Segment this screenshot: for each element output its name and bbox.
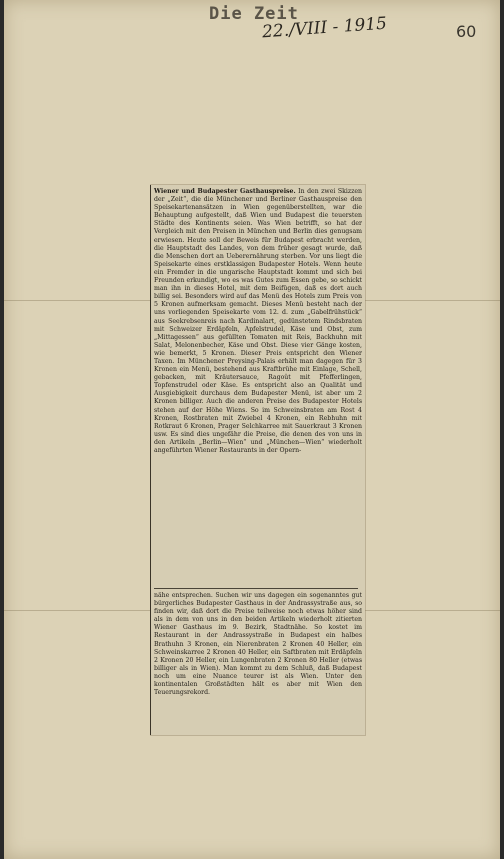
newspaper-clipping — [151, 185, 365, 735]
article-paragraph-2: nähe entsprechen. Suchen wir uns dagegen ein sogenanntes gut bürgerliches Budapester Gasthaus in der Andrassystraße aus, so finden wir, daß dort die Preise teilweise noch etwas höher sind als in dem von uns in den beiden Artikeln wiederholt zitierten Wiener Gasthaus im 9. Bezirk, Stadtnähe. So kostet im Restaurant in der Andrassystraße in Budapest ein halbes Brathuhn 3 Kronen, ein Nierenbraten 2 Kronen 40 Heller, ein Schweinskarree 2 Kronen 40 Heller, ein Saftbraten mit Erdäpfeln 2 Kronen 20 Heller, ein Lungenbraten 2 Kronen 80 Heller (etwas billiger als in Wien). Man kommt zu dem Schluß, daß Budapest noch um eine Nuance teurer ist als Wien. Unter den kontinentalen Großstädten hält es aber mit Wien den Teuerungsrekord. — [154, 592, 362, 697]
article-body-1: In den zwei Skizzen der „Zeit“, die die Münchener und Berliner Gasthauspreise den Speisekartenansätzen in Wien gegenüberstellten, war die Behauptung aufgestellt, daß Wien und Budapest die teuersten Städte des Kontinents seien. Was Wien betrifft, so hat der Vergleich mit den Preisen in München und Berlin dies genugsam erwiesen. Heute soll der Beweis für Budapest erbracht werden, die Hauptstadt des Landes, von dem früher gesagt wurde, daß die Menschen dort an Ueberernährung sterben. Vor uns liegt die Speisekarte eines erstklassigen Budapester Hotels. Wenn heute ein Fremder in die ungarische Hauptstadt kommt und sich bei Freunden erkundigt, wo es was Gutes zum Essen gebe, so schickt man ihn in dieses Hotel, mit dem Beifügen, daß es dort auch billig sei. Besonders wird auf das Menü des Hotels zum Preis von 5 Kronen aufmerksam gemacht. Dieses Menü besteht nach der uns vorliegenden Speisekarte vom 12. d. zum „Gabelfrühstück“ aus Seekrebsenreis nach Kardinalart, gedünstetem Rindsbraten mit Schweizer Erdäpfeln, Apfelstrudel, Käse und Obst, zum „Mittagessen“ aus gefüllten Tomaten mit Reis, Backhuhn mit Salat, Melonenbecher, Käse und Obst. Diese vier Gänge kosten, wie bemerkt, 5 Kronen. Dieser Preis entspricht den Wiener Taxen. Im Münchener Preysing-Palais erhält man dagegen für 3 Kronen ein Menü, bestehend aus Kraftbrühe mit Einlage, Schell, gebacken, mit Kräutersauce, Ragoût mit Pfefferlingen, Topfenstrudel oder Käse. Es entspricht also an Qualität und Ausgiebigkeit durchaus dem Budapester Menü, ist aber um 2 Kronen billiger. Auch die anderen Preise des Budapester Hotels stehen auf der Höhe Wiens. So im Schweinsbraten am Rost 4 Kronen, Rostbraten mit Zwiebel 4 Kronen, ein Rebhuhn mit Rotkraut 6 Kronen, Prager Selchkarree mit Sauerkraut 3 Kronen usw. Es sind dies ungefähr die Preise, die denen des von uns in den Artikeln „Berlin—Wien“ und „München—Wien“ wiederholt angeführten Wiener Restaurants in der Opern- — [154, 188, 362, 454]
clipping-edge — [150, 185, 151, 735]
article-paragraph-1 — [151, 188, 365, 455]
column-divider — [154, 588, 358, 589]
page-number: 60 — [456, 22, 477, 41]
handwritten-date: 22./VIII - 1915 — [261, 13, 388, 43]
archive-sheet — [4, 0, 500, 859]
newspaper-title: Die Zeit — [209, 4, 299, 24]
article-headline: Wiener und Budapester Gasthauspreise. — [154, 188, 296, 195]
